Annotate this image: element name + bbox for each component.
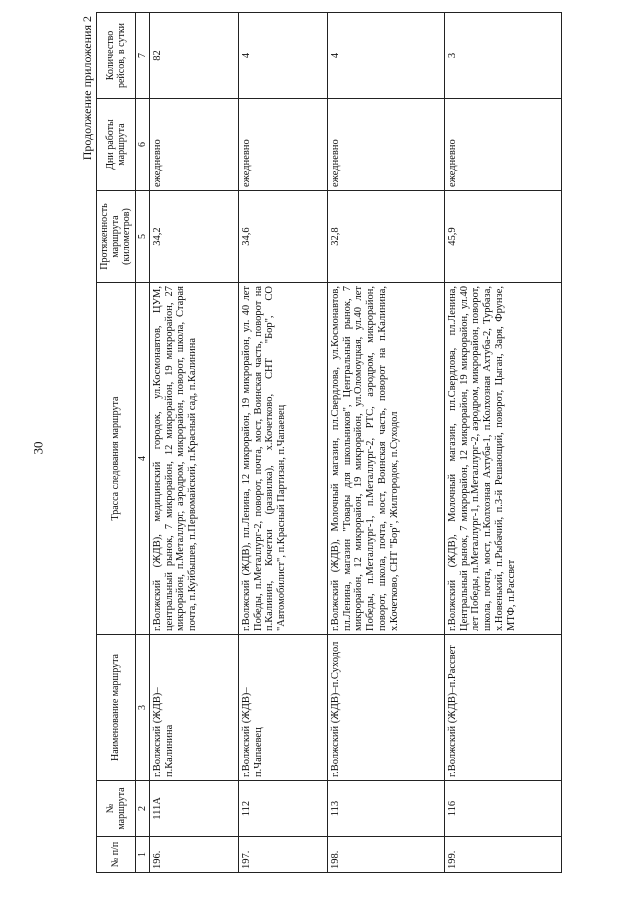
route-length: 34,6 [238,191,327,283]
route-name: г.Волжский (ЖДВ)–п.Суходол [327,635,444,781]
column-number: 6 [135,99,149,191]
row-index: 196. [149,837,238,873]
route-days: ежедневно [327,99,444,191]
route-days: ежедневно [149,99,238,191]
route-number: 113 [327,781,444,837]
rotated-page [58,0,633,905]
route-length: 45,9 [444,191,561,283]
route-length: 34,2 [149,191,238,283]
header-trips: Количество рейсов, в сутки [97,13,136,99]
table-row [149,13,238,873]
column-number: 1 [135,837,149,873]
route-trips: 4 [238,13,327,99]
row-index: 197. [238,837,327,873]
route-number: 112 [238,781,327,837]
column-numbers-row [135,13,149,873]
route-name: г.Волжский (ЖДВ)–п.Чапаевец [238,635,327,781]
column-number: 3 [135,635,149,781]
table-row [444,13,561,873]
route-path: г.Волжский (ЖДВ), Молочный магазин, пл.Свердлова, ул.Космонавтов, пл.Ленина, магазин "Товары для школьников", Центральный рынок, 7 микрорайон, 12 микрорайон, 19 микрорайон, ул.Оломоуцкая, ул.40 лет Победы, п.Металлург-1, п.Металлург-2, РТС, аэродром, микрорайон, поворот, школа, почта, мост, Воинская часть, поворот на п.Калинина, х.Кочетково, СНТ "Бор", Жилгородок, п.Суходол [327,283,444,635]
column-number: 2 [135,781,149,837]
header-length: Протяженность маршрута (километров) [97,191,136,283]
header-route-number: № маршрута [97,781,136,837]
route-trips: 3 [444,13,561,99]
route-name: г.Волжский (ЖДВ)–п.Рассвет [444,635,561,781]
column-number: 4 [135,283,149,635]
column-number: 5 [135,191,149,283]
header-route-path: Трасса следования маршрута [97,283,136,635]
route-table [96,12,562,873]
route-days: ежедневно [444,99,561,191]
route-path: г.Волжский (ЖДВ), медицинский городок, ул.Космонавтов, ЦУМ, центральный рынок, 7 микрорайон, 12 микрорайон, 19 микрорайон, 27 микрорайон, п.Металлург, аэродром, микрорайон, поворот, школа, Старая почта, п.Куйбышев, п.Первомайский, п.Красный сад, п.Калинина [149,283,238,635]
route-name: г.Волжский (ЖДВ)–п.Калинина [149,635,238,781]
table-row [238,13,327,873]
header-row [97,13,136,873]
row-index: 199. [444,837,561,873]
route-path: г.Волжский (ЖДВ), Молочный магазин, пл.Свердлова, пл.Ленина, Центральный рынок, 7 микрорайон, 12 микрорайон, 19 микрорайон, ул.40 лет Победы, п.Металлург-1, п.Металлург-2, аэродром, микрорайон, поворот, школа, почта, мост, п.Колхозная Ахтуба-1, п.Колхозная Ахтуба-2, Турбаза, х.Новенький, п.Рыбачий, п.3-й Решающий, поворот, Цыган, Заря, Фрунзе, МТФ, п.Рассвет [444,283,561,635]
route-trips: 4 [327,13,444,99]
table-row [327,13,444,873]
route-path: г.Волжский (ЖДВ), пл.Ленина, 12 микрорайон, 19 микрорайон, ул. 40 лет Победы, п.Металлург-2, поворот, почта, мост, Воинская часть, поворот на п.Калинин, Кочетки (развилка), х.Кочетково, СНТ "Бор", СО "Автомобилист", п.Красный Партизан, п.Чапаевец [238,283,327,635]
header-index: № п/п [97,837,136,873]
header-route-name: Наименование маршрута [97,635,136,781]
route-number: 116 [444,781,561,837]
route-trips: 82 [149,13,238,99]
route-days: ежедневно [238,99,327,191]
column-number: 7 [135,13,149,99]
row-index: 198. [327,837,444,873]
route-length: 32,8 [327,191,444,283]
page-number: 30 [30,441,46,455]
header-days: Дни работы маршрута [97,99,136,191]
continuation-label: Продолжение приложения 2 [80,16,94,161]
route-number: 111А [149,781,238,837]
